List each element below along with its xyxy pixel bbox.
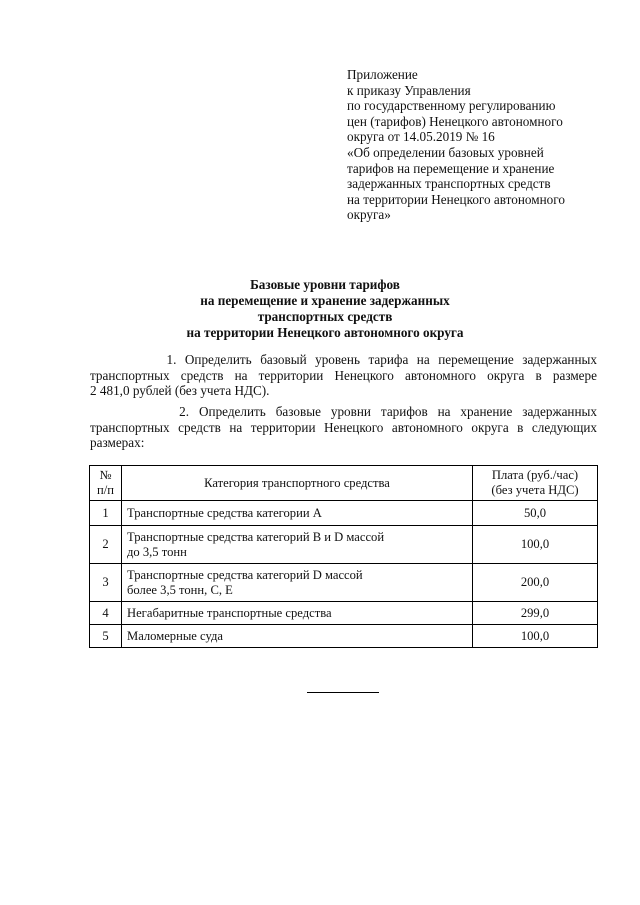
appendix-line: тарифов на перемещение и хранение	[347, 160, 555, 176]
row-category	[122, 564, 473, 602]
header-number-line1: №	[99, 468, 112, 482]
paragraph-line: транспортных средств на территории Ненецкого автономного округа в размере	[90, 367, 597, 383]
paragraph-line: транспортных средств на территории Ненецкого автономного округа в следующих	[90, 419, 597, 435]
row-category	[122, 526, 473, 564]
row-category-line1: Транспортные средства категорий В и D массой	[127, 529, 385, 544]
paragraph-line: 2. Определить базовые уровни тарифов на хранение задержанных	[90, 404, 597, 419]
paragraph-storage-tariffs	[90, 404, 597, 451]
row-fee: 100,0	[473, 625, 598, 648]
table-row	[90, 602, 598, 625]
row-number: 4	[90, 602, 122, 625]
header-category: Категория транспортного средства	[122, 466, 473, 501]
table-row	[90, 625, 598, 648]
title-line: транспортных средств	[257, 309, 393, 324]
title-line: на перемещение и хранение задержанных	[200, 293, 450, 308]
paragraph-line: размерах:	[90, 435, 145, 451]
title-line: на территории Ненецкого автономного округа	[186, 325, 464, 340]
appendix-line: округа»	[347, 207, 391, 223]
appendix-line: задержанных транспортных средств	[347, 176, 551, 192]
header-number-line2: п/п	[97, 483, 114, 497]
row-number: 2	[90, 526, 122, 564]
row-category	[122, 625, 473, 648]
row-number: 3	[90, 564, 122, 602]
row-number: 5	[90, 625, 122, 648]
table-header-row	[90, 466, 598, 501]
tariff-table	[89, 465, 598, 648]
row-category-line1: Негабаритные транспортные средства	[127, 605, 332, 620]
paragraph-line: 2 481,0 рублей (без учета НДС).	[90, 383, 270, 399]
row-category-line1: Маломерные суда	[127, 628, 223, 643]
row-fee: 50,0	[473, 501, 598, 526]
paragraph-line: 1. Определить базовый уровень тарифа на перемещение задержанных	[90, 352, 597, 367]
row-category-line1: Транспортные средства категорий D массой	[127, 567, 363, 582]
appendix-line: по государственному регулированию	[347, 98, 556, 114]
table-row	[90, 564, 598, 602]
row-category-line2: до 3,5 тонн	[127, 544, 187, 559]
document-title	[90, 277, 560, 341]
appendix-line: округа от 14.05.2019 № 16	[347, 129, 495, 145]
header-number	[90, 466, 122, 501]
paragraph-transfer-tariff	[90, 352, 597, 399]
header-fee-line2: (без учета НДС)	[491, 483, 579, 497]
row-number: 1	[90, 501, 122, 526]
title-line: Базовые уровни тарифов	[250, 277, 400, 292]
appendix-line: «Об определении базовых уровней	[347, 144, 544, 160]
row-category-line1: Транспортные средства категории А	[127, 505, 322, 520]
row-fee: 200,0	[473, 564, 598, 602]
appendix-line: к приказу Управления	[347, 82, 471, 98]
end-divider	[307, 692, 379, 693]
header-fee-line1: Плата (руб./час)	[491, 468, 579, 482]
header-fee	[473, 466, 598, 501]
row-fee: 100,0	[473, 526, 598, 564]
appendix-line: цен (тарифов) Ненецкого автономного	[347, 113, 563, 129]
table-row	[90, 526, 598, 564]
row-category	[122, 602, 473, 625]
appendix-header	[347, 67, 617, 223]
row-fee: 299,0	[473, 602, 598, 625]
row-category	[122, 501, 473, 526]
appendix-line: на территории Ненецкого автономного	[347, 191, 565, 207]
appendix-line: Приложение	[347, 67, 418, 82]
table-row	[90, 501, 598, 526]
row-category-line2: более 3,5 тонн, С, Е	[127, 582, 233, 597]
